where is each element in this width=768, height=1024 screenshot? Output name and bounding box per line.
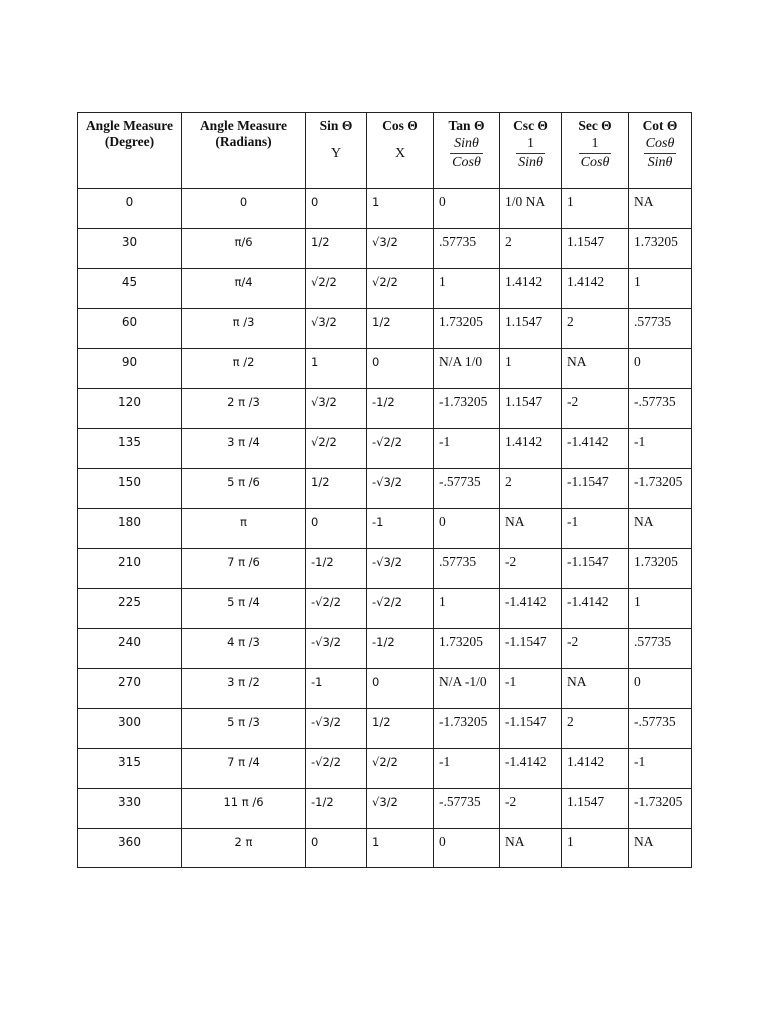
cell-tan: N/A -1/0 <box>434 669 500 709</box>
cell-sin: -√2/2 <box>306 589 367 629</box>
trig-values-table <box>77 112 692 868</box>
cell-csc: NA <box>500 509 562 549</box>
table-body <box>78 189 692 868</box>
cell-radians: 7 π /4 <box>182 749 306 789</box>
cell-degree: 180 <box>78 509 182 549</box>
cell-degree: 225 <box>78 589 182 629</box>
table-row <box>78 349 692 389</box>
cell-cos: 1/2 <box>367 309 434 349</box>
table-row <box>78 749 692 789</box>
header-cot <box>629 113 692 189</box>
cell-csc: 1.4142 <box>500 269 562 309</box>
tan-numerator: Sinθ <box>450 136 483 154</box>
cell-cot: -.57735 <box>629 709 692 749</box>
cell-degree: 120 <box>78 389 182 429</box>
cell-cos: -√3/2 <box>367 469 434 509</box>
cell-cos: √3/2 <box>367 229 434 269</box>
cell-radians: 2 π /3 <box>182 389 306 429</box>
table-row <box>78 789 692 829</box>
cell-cot: 0 <box>629 349 692 389</box>
cell-tan: .57735 <box>434 229 500 269</box>
csc-numerator: 1 <box>516 136 545 154</box>
cell-csc: 1.1547 <box>500 309 562 349</box>
table-row <box>78 829 692 868</box>
cell-cos: -√2/2 <box>367 429 434 469</box>
header-degree: Angle Measure (Degree) <box>78 113 182 189</box>
cell-sec: -1 <box>562 509 629 549</box>
cell-tan: .57735 <box>434 549 500 589</box>
cell-cot: -.57735 <box>629 389 692 429</box>
cell-sec: -2 <box>562 389 629 429</box>
csc-fraction <box>516 136 545 171</box>
cot-denominator: Sinθ <box>647 155 673 170</box>
table-row <box>78 269 692 309</box>
header-tan <box>434 113 500 189</box>
cell-sec: 1 <box>562 829 629 868</box>
cell-degree: 90 <box>78 349 182 389</box>
cell-sin: -√3/2 <box>306 709 367 749</box>
cell-csc: 2 <box>500 469 562 509</box>
cell-sin: 0 <box>306 189 367 229</box>
cell-cot: 1 <box>629 269 692 309</box>
header-sin-sub: Y <box>330 146 342 161</box>
table-row <box>78 589 692 629</box>
cell-sin: -1 <box>306 669 367 709</box>
header-csc-label: Csc Θ <box>513 118 548 133</box>
cell-radians: 3 π /2 <box>182 669 306 709</box>
sec-denominator: Cosθ <box>580 155 610 170</box>
cell-csc: 1.1547 <box>500 389 562 429</box>
cell-radians: 5 π /3 <box>182 709 306 749</box>
cell-degree: 240 <box>78 629 182 669</box>
cell-cos: 0 <box>367 669 434 709</box>
cell-radians: 0 <box>182 189 306 229</box>
table-row <box>78 629 692 669</box>
cell-degree: 270 <box>78 669 182 709</box>
table-row <box>78 429 692 469</box>
cell-sec: 1 <box>562 189 629 229</box>
cell-sin: 1/2 <box>306 469 367 509</box>
tan-denominator: Cosθ <box>452 155 481 170</box>
cell-cos: 1/2 <box>367 709 434 749</box>
cell-cot: -1.73205 <box>629 469 692 509</box>
cell-sec: 1.4142 <box>562 269 629 309</box>
cell-csc: -1.1547 <box>500 629 562 669</box>
cell-cot: .57735 <box>629 309 692 349</box>
header-radians: Angle Measure (Radians) <box>182 113 306 189</box>
cell-radians: π /3 <box>182 309 306 349</box>
cell-sec: 2 <box>562 309 629 349</box>
cell-sin: -1/2 <box>306 549 367 589</box>
cell-degree: 30 <box>78 229 182 269</box>
cell-tan: 0 <box>434 829 500 868</box>
cell-cot: -1 <box>629 749 692 789</box>
cell-sec: 1.1547 <box>562 229 629 269</box>
cell-sin: 0 <box>306 509 367 549</box>
table-row <box>78 669 692 709</box>
cell-cot: .57735 <box>629 629 692 669</box>
cell-cos: -1/2 <box>367 629 434 669</box>
table-row <box>78 509 692 549</box>
cell-degree: 330 <box>78 789 182 829</box>
cell-sec: NA <box>562 349 629 389</box>
cell-csc: NA <box>500 829 562 868</box>
cell-degree: 360 <box>78 829 182 868</box>
cell-sin: -√3/2 <box>306 629 367 669</box>
cell-csc: -2 <box>500 549 562 589</box>
cell-degree: 45 <box>78 269 182 309</box>
cell-cos: 1 <box>367 829 434 868</box>
cell-tan: -.57735 <box>434 789 500 829</box>
cell-cos: -√2/2 <box>367 589 434 629</box>
header-cos-label: Cos Θ <box>382 118 418 133</box>
cell-radians: 5 π /4 <box>182 589 306 629</box>
cell-tan: -1.73205 <box>434 389 500 429</box>
header-cos <box>367 113 434 189</box>
cell-csc: 1 <box>500 349 562 389</box>
header-cot-label: Cot Θ <box>642 118 678 133</box>
cot-numerator: Cosθ <box>644 136 677 154</box>
cell-radians: π <box>182 509 306 549</box>
cell-sin: √3/2 <box>306 389 367 429</box>
cell-sin: -1/2 <box>306 789 367 829</box>
cell-cos: 0 <box>367 349 434 389</box>
table-header-row <box>78 113 692 189</box>
header-tan-label: Tan Θ <box>448 118 485 133</box>
cell-degree: 150 <box>78 469 182 509</box>
cell-radians: π /2 <box>182 349 306 389</box>
header-csc <box>500 113 562 189</box>
cell-tan: 0 <box>434 509 500 549</box>
table-row <box>78 709 692 749</box>
cell-cot: 0 <box>629 669 692 709</box>
header-sin <box>306 113 367 189</box>
cell-radians: 3 π /4 <box>182 429 306 469</box>
header-sec <box>562 113 629 189</box>
header-cos-sub: X <box>394 146 406 161</box>
cell-cot: 1 <box>629 589 692 629</box>
cell-sin: 0 <box>306 829 367 868</box>
cell-sec: NA <box>562 669 629 709</box>
cell-sin: √3/2 <box>306 309 367 349</box>
cell-degree: 210 <box>78 549 182 589</box>
cell-sec: 1.4142 <box>562 749 629 789</box>
header-sec-label: Sec Θ <box>578 118 612 133</box>
cell-csc: 1.4142 <box>500 429 562 469</box>
cell-sin: √2/2 <box>306 429 367 469</box>
cell-radians: 4 π /3 <box>182 629 306 669</box>
cell-sec: -1.4142 <box>562 589 629 629</box>
cell-tan: -1 <box>434 429 500 469</box>
cell-cos: -1/2 <box>367 389 434 429</box>
table-row <box>78 309 692 349</box>
cell-cos: -√3/2 <box>367 549 434 589</box>
cell-sec: -1.1547 <box>562 469 629 509</box>
cell-csc: -1.4142 <box>500 749 562 789</box>
cell-cot: NA <box>629 829 692 868</box>
cell-degree: 135 <box>78 429 182 469</box>
cell-sec: -1.1547 <box>562 549 629 589</box>
cell-radians: 5 π /6 <box>182 469 306 509</box>
tan-fraction <box>450 136 483 171</box>
cell-csc: 1/0 NA <box>500 189 562 229</box>
table-row <box>78 389 692 429</box>
cell-csc: -1 <box>500 669 562 709</box>
cell-sin: 1/2 <box>306 229 367 269</box>
cell-cot: NA <box>629 509 692 549</box>
cell-csc: -2 <box>500 789 562 829</box>
cell-cos: 1 <box>367 189 434 229</box>
cell-tan: -.57735 <box>434 469 500 509</box>
cell-tan: 0 <box>434 189 500 229</box>
cell-sec: -1.4142 <box>562 429 629 469</box>
cell-degree: 300 <box>78 709 182 749</box>
cot-fraction <box>644 136 677 171</box>
cell-cot: 1.73205 <box>629 549 692 589</box>
cell-radians: 7 π /6 <box>182 549 306 589</box>
cell-csc: -1.4142 <box>500 589 562 629</box>
cell-degree: 0 <box>78 189 182 229</box>
cell-tan: 1.73205 <box>434 309 500 349</box>
cell-sin: √2/2 <box>306 269 367 309</box>
header-sin-label: Sin Θ <box>319 118 353 133</box>
cell-radians: 11 π /6 <box>182 789 306 829</box>
sec-fraction <box>579 136 612 171</box>
cell-cos: √3/2 <box>367 789 434 829</box>
cell-csc: 2 <box>500 229 562 269</box>
cell-cot: -1.73205 <box>629 789 692 829</box>
sec-numerator: 1 <box>579 136 612 154</box>
cell-sin: -√2/2 <box>306 749 367 789</box>
cell-tan: 1 <box>434 269 500 309</box>
cell-tan: -1.73205 <box>434 709 500 749</box>
cell-sec: 1.1547 <box>562 789 629 829</box>
cell-cot: NA <box>629 189 692 229</box>
cell-sec: -2 <box>562 629 629 669</box>
cell-cos: √2/2 <box>367 749 434 789</box>
cell-cot: 1.73205 <box>629 229 692 269</box>
table-row <box>78 469 692 509</box>
cell-cot: -1 <box>629 429 692 469</box>
cell-degree: 315 <box>78 749 182 789</box>
csc-denominator: Sinθ <box>518 155 543 170</box>
cell-tan: 1.73205 <box>434 629 500 669</box>
table-row <box>78 189 692 229</box>
cell-radians: π/4 <box>182 269 306 309</box>
cell-tan: -1 <box>434 749 500 789</box>
cell-radians: 2 π <box>182 829 306 868</box>
table-row <box>78 549 692 589</box>
cell-degree: 60 <box>78 309 182 349</box>
cell-tan: 1 <box>434 589 500 629</box>
cell-csc: -1.1547 <box>500 709 562 749</box>
cell-cos: -1 <box>367 509 434 549</box>
cell-radians: π/6 <box>182 229 306 269</box>
cell-cos: √2/2 <box>367 269 434 309</box>
cell-tan: N/A 1/0 <box>434 349 500 389</box>
cell-sec: 2 <box>562 709 629 749</box>
cell-sin: 1 <box>306 349 367 389</box>
table-row <box>78 229 692 269</box>
